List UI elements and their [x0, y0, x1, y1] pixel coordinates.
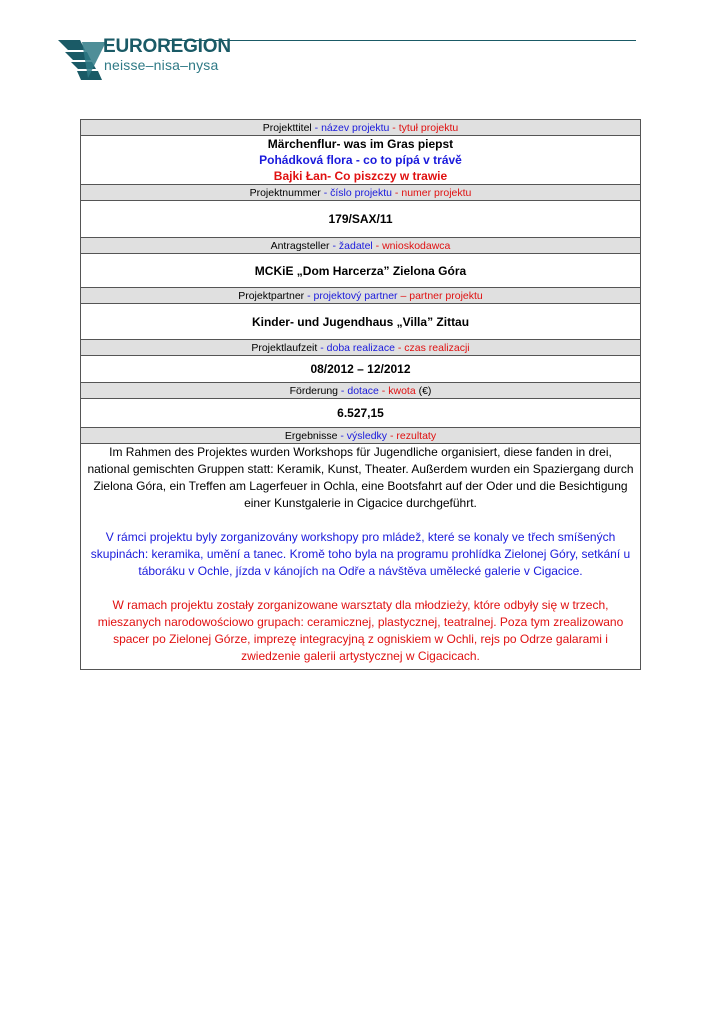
header-pl: tytuł projektu — [398, 121, 459, 134]
results-body — [81, 444, 641, 670]
header-sep: - — [304, 289, 314, 302]
project-number-header — [81, 185, 641, 201]
funding-header — [81, 383, 641, 399]
header-de: Förderung — [289, 384, 339, 397]
header-sep: - — [320, 186, 331, 199]
logo-rule — [166, 40, 636, 41]
header-cz: číslo projektu — [330, 186, 393, 199]
project-title-value — [81, 136, 641, 185]
project-number-value: 179/SAX/11 — [81, 201, 641, 238]
logo-title: EUROREGION — [103, 36, 231, 57]
header-cz: žadatel — [338, 239, 373, 252]
partner-header — [81, 288, 641, 304]
header-sep: - — [394, 341, 405, 354]
header-sep: - — [317, 341, 327, 354]
results-text-de: Im Rahmen des Projektes wurden Workshops für Jugendliche organisiert, diese fanden in drei, national gemischten Gruppen statt: Keramik, Kunst, Theater. Außerdem wurden ein Spaziergang durch Zielona Góra, ein Treffen am Lagerfeuer in Ochla, eine Bootsfahrt auf der Oder und die Besichtigung einer Kunstgalerie in Cigacice durchgeführt. — [87, 445, 634, 510]
partner-value-row — [81, 304, 641, 340]
header-de: Projektlaufzeit — [251, 341, 318, 354]
header-cz: doba realizace — [326, 341, 395, 354]
applicant-header-row — [81, 238, 641, 254]
header-de: Antragsteller — [270, 239, 330, 252]
header-sep: – — [397, 289, 410, 302]
funding-value: 6.527,15 — [81, 399, 641, 428]
title-cz: Pohádková flora - co to pípá v trávě — [259, 153, 462, 167]
title-de: Märchenflur- was im Gras piepst — [267, 137, 454, 151]
header-pl: czas realizacji — [404, 341, 470, 354]
header-sep: - — [392, 186, 402, 199]
project-title-value-row — [81, 136, 641, 185]
duration-value: 08/2012 – 12/2012 — [81, 356, 641, 383]
project-title-header-row — [81, 120, 641, 136]
header-sep: - — [329, 239, 339, 252]
header-pl: wnioskodawca — [382, 239, 451, 252]
header-pl: partner projektu — [409, 289, 483, 302]
header-sep: - — [311, 121, 322, 134]
applicant-value: MCKiE „Dom Harcerza” Zielona Góra — [81, 254, 641, 288]
applicant-value-row — [81, 254, 641, 288]
funding-value-row — [81, 399, 641, 428]
header-cz: dotace — [347, 384, 379, 397]
header-de: Ergebnisse — [284, 429, 338, 442]
results-header-row — [81, 428, 641, 444]
project-title-header — [81, 120, 641, 136]
partner-value: Kinder- und Jugendhaus „Villa” Zittau — [81, 304, 641, 340]
header-sep: - — [338, 384, 348, 397]
header-pl: rezultaty — [396, 429, 437, 442]
project-number-header-row — [81, 185, 641, 201]
header-de: Projektnummer — [249, 186, 321, 199]
results-header — [81, 428, 641, 444]
applicant-header — [81, 238, 641, 254]
euroregion-logo-icon — [58, 38, 108, 80]
title-pl: Bajki Łan- Co piszczy w trawie — [273, 169, 448, 183]
logo-subtitle: neisse–nisa–nysa — [104, 57, 219, 73]
header-sep: - — [337, 429, 347, 442]
header-cz: výsledky — [346, 429, 388, 442]
header-de: Projektpartner — [238, 289, 305, 302]
header-pl: kwota — [388, 384, 416, 397]
duration-value-row — [81, 356, 641, 383]
results-text-pl: W ramach projektu zostały zorganizowane warsztaty dla młodzieży, które odbyły się w trzech, mieszanych narodowościowo grupach: ceramicznej, plastycznej, teatralnej. Poza tym zrealizowano spacer po Zielonej Górze, imprezę integracyjną z ogniskiem w Ochli, rejs po Odrze galarami i zwiedzenie galerii artystycznej w Cigacicach. — [97, 598, 624, 663]
header-sep: - — [389, 121, 399, 134]
euroregion-logo — [58, 38, 618, 84]
partner-header-row — [81, 288, 641, 304]
header-sep: - — [378, 384, 389, 397]
results-body-row — [81, 444, 641, 670]
duration-header-row — [81, 340, 641, 356]
header-cz: název projektu — [321, 121, 390, 134]
funding-header-row — [81, 383, 641, 399]
header-sep: - — [372, 239, 383, 252]
header-sep: - — [387, 429, 397, 442]
header-currency: (€) — [415, 384, 432, 397]
header-pl: numer projektu — [401, 186, 472, 199]
duration-header — [81, 340, 641, 356]
project-table — [80, 119, 641, 670]
project-number-value-row — [81, 201, 641, 238]
results-text-cz: V rámci projektu byly zorganizovány workshopy pro mládež, které se konaly ve třech smíšených skupinách: keramika, umění a tanec. Kromě toho byla na programu prohlídka Zielonej Góry, setkání u táboráku v Ochle, jízda v kánojích na Odře a návštěva umělecké galerie v Cigacice. — [90, 530, 631, 578]
header-de: Projekttitel — [262, 121, 312, 134]
header-cz: projektový partner — [313, 289, 398, 302]
